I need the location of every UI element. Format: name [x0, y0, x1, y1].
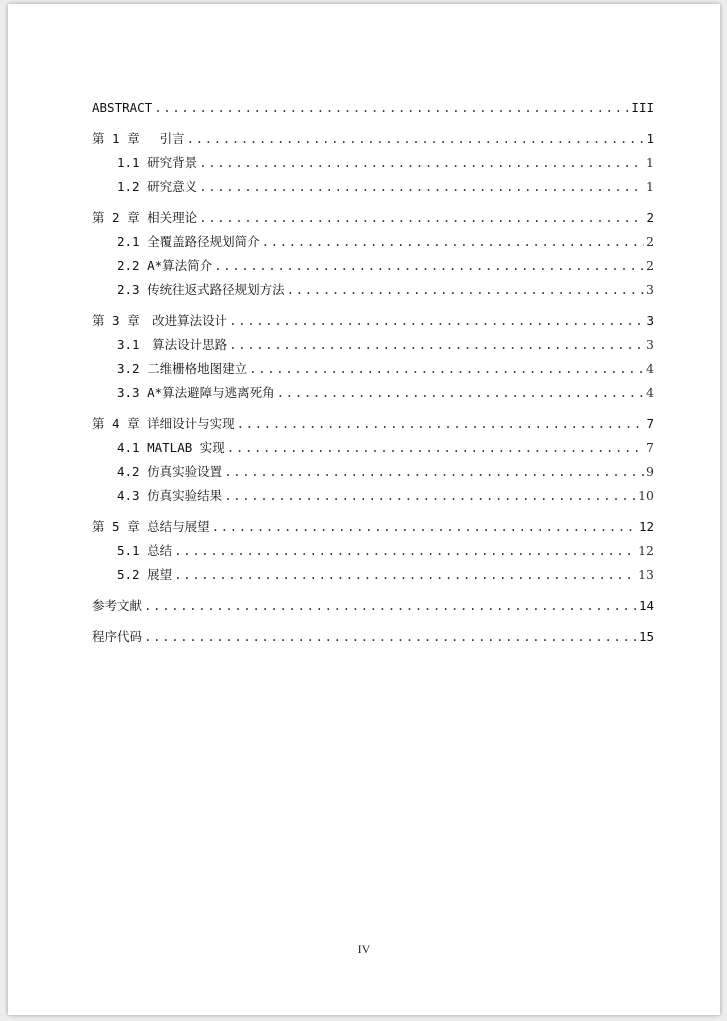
- toc-entry-title: 第 2 章 相关理论: [92, 210, 198, 225]
- page-number-footer: IV: [357, 942, 371, 956]
- toc-leader-dots: [199, 206, 644, 230]
- toc-entry-title: 5.1 总结: [117, 543, 173, 558]
- toc-entry-page: 12: [638, 519, 654, 534]
- toc-leader-dots: [187, 127, 645, 151]
- toc-entry-page: 9: [646, 464, 654, 479]
- toc-entry-title: 1.2 研究意义: [117, 179, 198, 194]
- toc-entry-page: 15: [638, 629, 654, 644]
- toc-entry-section[interactable]: [92, 175, 654, 199]
- toc-entry-section[interactable]: [92, 484, 654, 508]
- toc-leader-dots: [144, 594, 637, 618]
- toc-entry-title: 2.1 全覆盖路径规划简介: [117, 234, 260, 249]
- toc-entry-page: 3: [646, 282, 654, 297]
- toc-entry-title: 第 5 章 总结与展望: [92, 519, 210, 534]
- toc-leader-dots: [229, 309, 644, 333]
- toc-entry-title: 程序代码: [92, 629, 143, 644]
- toc-leader-dots: [224, 484, 636, 508]
- toc-entry-title: 3.1 算法设计思路: [117, 337, 228, 352]
- toc-leader-dots: [154, 96, 629, 120]
- toc-leader-dots: [224, 460, 644, 484]
- toc-entry-title: 3.2 二维栅格地图建立: [117, 361, 248, 376]
- toc-entry-title: 第 3 章 改进算法设计: [92, 313, 228, 328]
- toc-entry-page: 4: [646, 361, 654, 376]
- toc-entry-page: 3: [646, 337, 654, 352]
- document-page: [8, 4, 720, 1015]
- toc-leader-dots: [229, 333, 644, 357]
- toc-entry-page: 1: [646, 131, 654, 146]
- toc-entry-title: 第 1 章 引言: [92, 131, 185, 146]
- toc-entry-page: 1: [646, 155, 654, 170]
- toc-entry-section[interactable]: [92, 151, 654, 175]
- toc-entry-page: 14: [638, 598, 654, 613]
- toc-leader-dots: [174, 539, 636, 563]
- toc-entry-section[interactable]: [92, 460, 654, 484]
- toc-entry-title: 2.2 A*算法简介: [117, 258, 213, 273]
- toc-leader-dots: [199, 175, 644, 199]
- toc-leader-dots: [212, 515, 637, 539]
- toc-entry-page: 10: [638, 488, 654, 503]
- toc-entry-title: 4.3 仿真实验结果: [117, 488, 223, 503]
- toc-entry-page: 13: [638, 567, 654, 582]
- toc-entry-title: 5.2 展望: [117, 567, 173, 582]
- toc-entry-page: 12: [638, 543, 654, 558]
- toc-entry-section[interactable]: [92, 254, 654, 278]
- toc-entry-references[interactable]: [92, 594, 654, 618]
- toc-entry-chapter-2[interactable]: [92, 206, 654, 230]
- toc-leader-dots: [262, 230, 644, 254]
- toc-entry-section[interactable]: [92, 230, 654, 254]
- toc-leader-dots: [277, 381, 644, 405]
- toc-leader-dots: [237, 412, 645, 436]
- toc-entry-section[interactable]: [92, 436, 654, 460]
- toc-entry-title: ABSTRACT: [92, 100, 153, 115]
- toc-entry-title: 2.3 传统往返式路径规划方法: [117, 282, 285, 297]
- toc-entry-title: 4.2 仿真实验设置: [117, 464, 223, 479]
- table-of-contents: [92, 96, 654, 649]
- toc-leader-dots: [227, 436, 644, 460]
- toc-entry-chapter-3[interactable]: [92, 309, 654, 333]
- toc-entry-page: 7: [646, 440, 654, 455]
- toc-entry-chapter-4[interactable]: [92, 412, 654, 436]
- toc-entry-abstract[interactable]: [92, 96, 654, 120]
- toc-leader-dots: [144, 625, 637, 649]
- toc-entry-page: III: [631, 100, 654, 115]
- toc-entry-section[interactable]: [92, 381, 654, 405]
- toc-entry-page: 4: [646, 385, 654, 400]
- toc-entry-page: 2: [646, 210, 654, 225]
- toc-entry-chapter-5[interactable]: [92, 515, 654, 539]
- toc-entry-section[interactable]: [92, 357, 654, 381]
- toc-entry-page: 1: [646, 179, 654, 194]
- toc-entry-page: 7: [646, 416, 654, 431]
- toc-entry-title: 1.1 研究背景: [117, 155, 198, 170]
- toc-leader-dots: [199, 151, 644, 175]
- toc-entry-section[interactable]: [92, 563, 654, 587]
- toc-leader-dots: [214, 254, 644, 278]
- toc-entry-title: 参考文献: [92, 598, 143, 613]
- toc-entry-page: 3: [646, 313, 654, 328]
- toc-entry-title: 第 4 章 详细设计与实现: [92, 416, 235, 431]
- toc-entry-chapter-1[interactable]: [92, 127, 654, 151]
- toc-entry-section[interactable]: [92, 333, 654, 357]
- toc-leader-dots: [174, 563, 636, 587]
- toc-entry-source-code[interactable]: [92, 625, 654, 649]
- toc-entry-section[interactable]: [92, 539, 654, 563]
- toc-entry-section[interactable]: [92, 278, 654, 302]
- toc-entry-page: 2: [646, 258, 654, 273]
- toc-leader-dots: [287, 278, 644, 302]
- toc-entry-title: 4.1 MATLAB 实现: [117, 440, 225, 455]
- toc-entry-page: 2: [646, 234, 654, 249]
- toc-entry-title: 3.3 A*算法避障与逃离死角: [117, 385, 275, 400]
- toc-leader-dots: [249, 357, 644, 381]
